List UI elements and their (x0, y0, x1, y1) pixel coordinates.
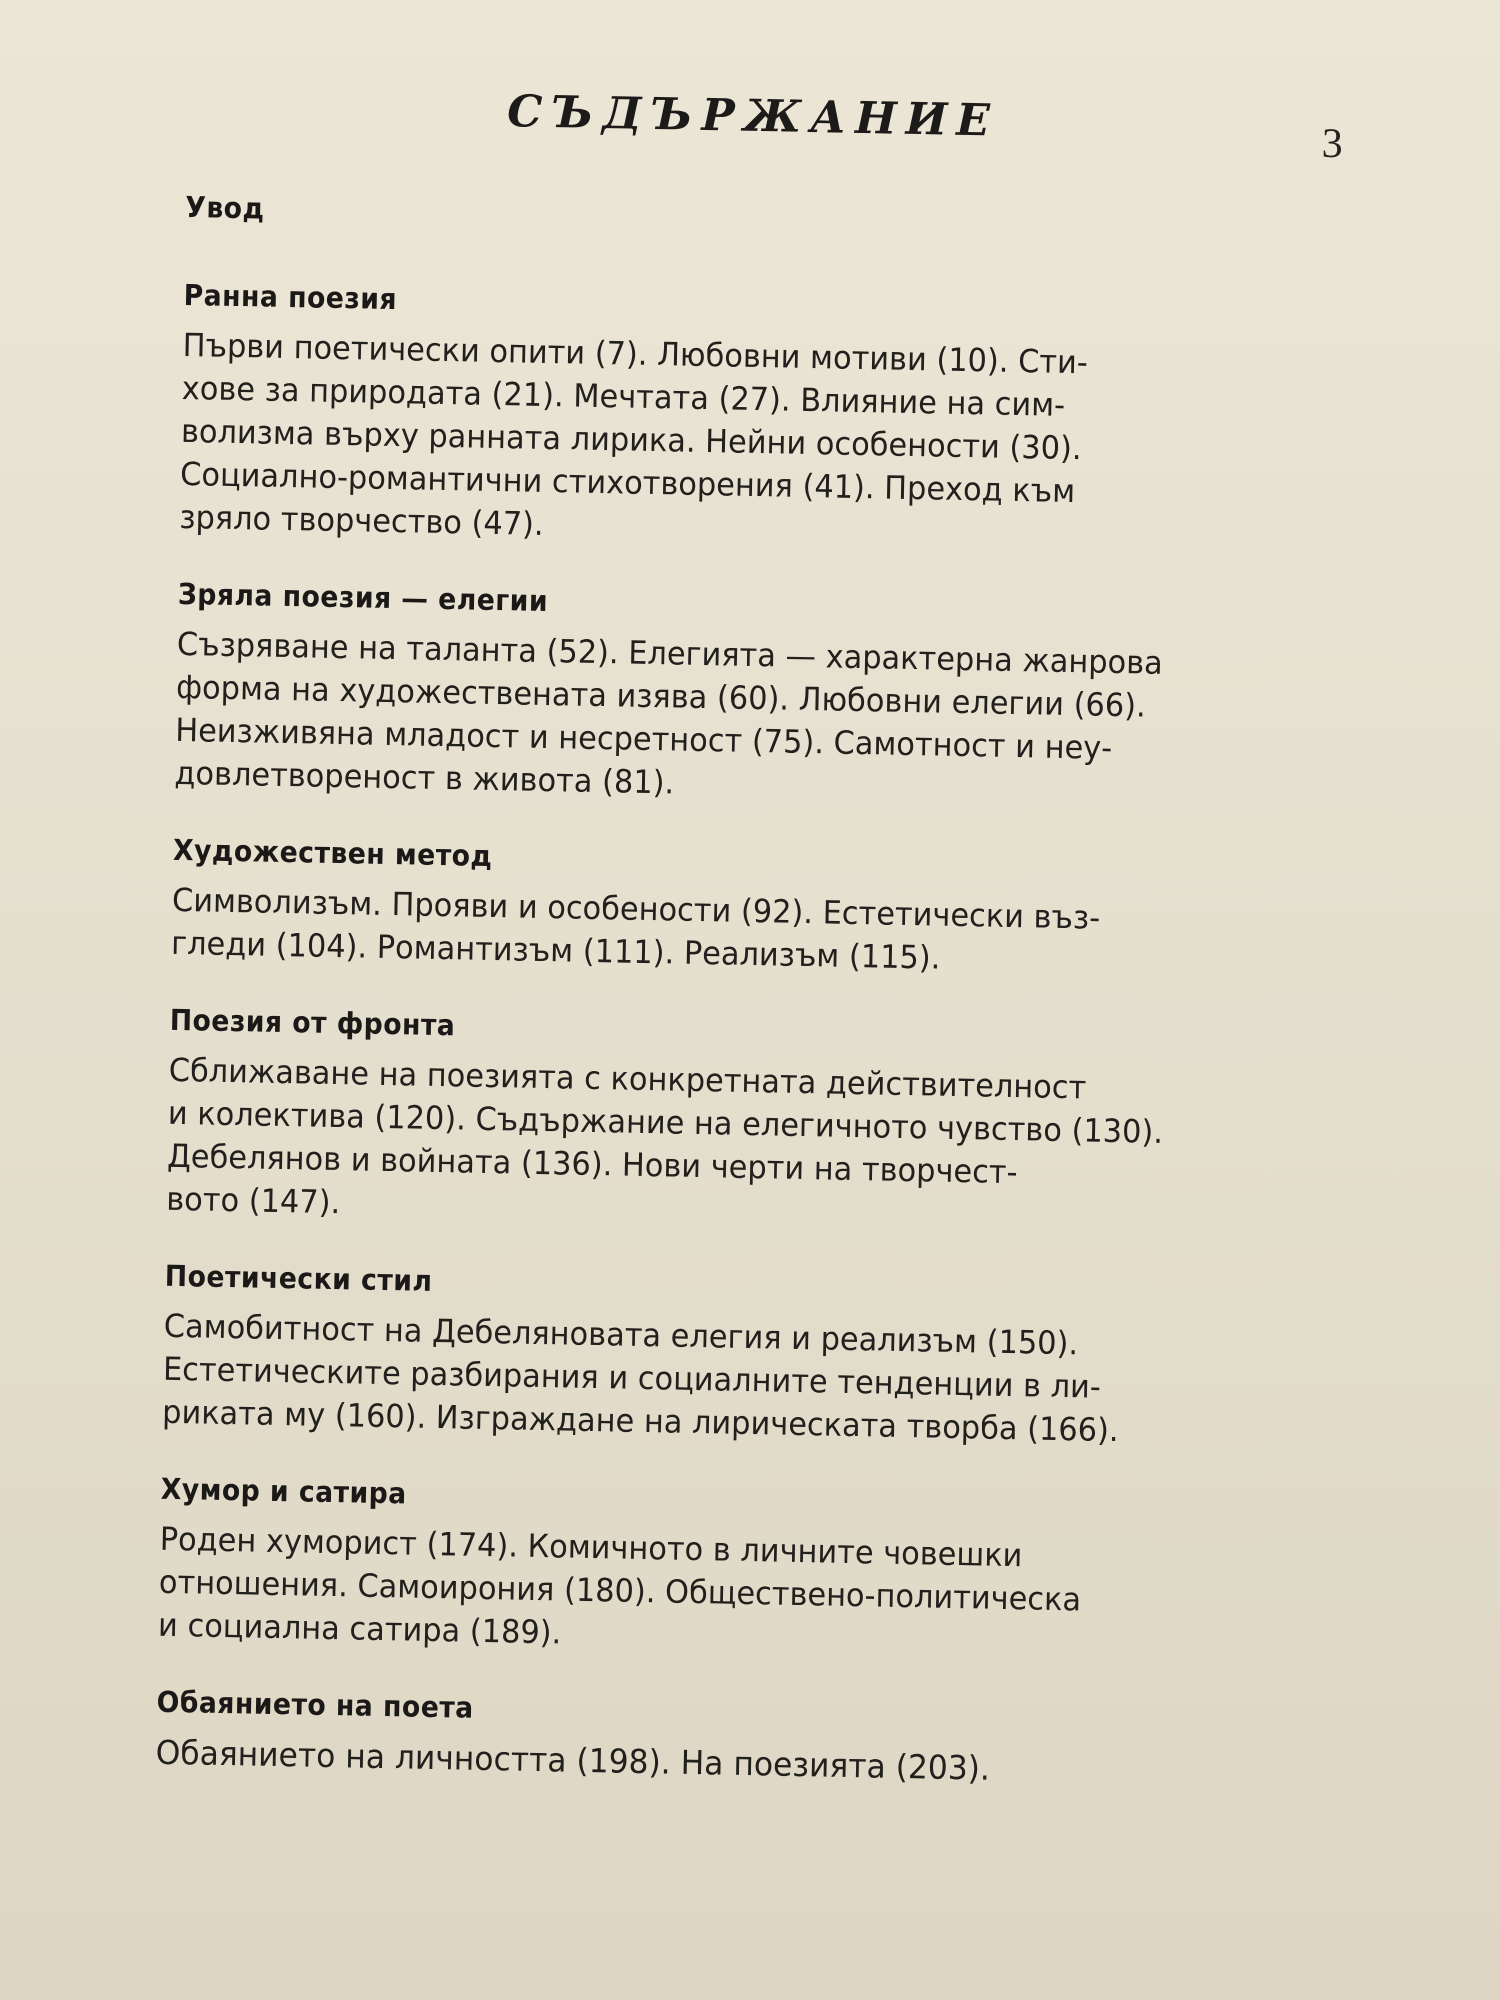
section-heading: Художествен метод (172, 832, 493, 873)
entry-line: Естетическите разбирания и социалните тенденции в ли- (162, 1349, 1102, 1406)
section-heading: Поезия от фронта (169, 1002, 456, 1043)
section-heading: Зряла поезия — елегии (177, 576, 549, 619)
toc-section-intro (185, 190, 1335, 246)
section-heading: Увод (185, 189, 265, 226)
entry-line: довлетвореност в живота (81). (174, 753, 675, 802)
entry-line: отношения. Самоирония (180). Обществено-политическа (158, 1562, 1082, 1619)
section-entries (179, 324, 1275, 560)
toc-section-front-poetry (166, 1003, 1320, 1243)
toc-section-poetic-style (162, 1259, 1315, 1456)
entry-line: Символизъм. Прояви и особености (92). Естетически въз- (171, 880, 1101, 937)
entry-line: вото (147). (165, 1179, 341, 1222)
page-title: СЪДЪРЖАНИЕ (506, 86, 1000, 147)
entry-line: риката му (160). Изграждане на лирическата творба (166). (161, 1392, 1119, 1450)
section-heading: Хумор и сатира (160, 1471, 408, 1511)
entry-line: хове за природата (21). Мечтата (27). Влияние на сим- (181, 368, 1066, 424)
section-entries (171, 879, 1265, 986)
toc-section-poet-charm (155, 1685, 1306, 1796)
entry-line: зряло творчество (47). (179, 497, 545, 543)
entry-line: Сближаване на поезията с конкретната действителност (168, 1050, 1087, 1107)
entry-line: гледи (104). Романтизъм (111). Реализъм (115). (170, 923, 941, 977)
entry-line: волизма върху ранната лирика. Нейни особености (30). (180, 411, 1082, 468)
entry-line: Обаянието на личността (198). На поезията (203). (155, 1732, 991, 1788)
section-entries (174, 623, 1270, 816)
entry-line: Дебелянов и войната (136). Нови черти на творчест- (166, 1136, 1018, 1192)
page-content (155, 70, 1358, 1788)
entry-line: Самобитност на Дебеляновата елегия и реализъм (150). (163, 1306, 1079, 1363)
entry-line: форма на художествената изява (60). Любовни елегии (66). (175, 667, 1147, 725)
page-number: 3 (1321, 120, 1344, 168)
entry-line: и социална сатира (189). (157, 1605, 562, 1652)
section-entries (166, 1049, 1262, 1242)
entry-line: Роден хуморист (174). Комичното в личните човешки (159, 1519, 1023, 1575)
entry-line: Социално-романтични стихотворения (41). Преход към (179, 454, 1076, 511)
section-entries (162, 1305, 1257, 1455)
toc-section-mature-poetry (174, 577, 1328, 817)
entry-line: и колектива (120). Съдържание на елегичното чувство (130). (167, 1093, 1164, 1151)
table-of-contents (155, 190, 1336, 1834)
section-entries (155, 1731, 1248, 1795)
section-heading: Обаянието на поета (156, 1684, 475, 1725)
entry-line: Неизживяна младост и несретност (75). Самотност и неу- (174, 710, 1113, 767)
toc-section-artistic-method (171, 833, 1323, 987)
toc-section-humor-satire (158, 1472, 1311, 1669)
toc-section-early-poetry (179, 278, 1334, 561)
entry-line: Съзряване на таланта (52). Елегията — характерна жанрова (176, 624, 1164, 682)
entry-line: Първи поетически опити (7). Любовни мотиви (10). Сти- (182, 325, 1089, 382)
section-heading: Поетически стил (164, 1258, 433, 1298)
section-heading: Ранна поезия (183, 277, 398, 317)
section-entries (158, 1518, 1253, 1668)
